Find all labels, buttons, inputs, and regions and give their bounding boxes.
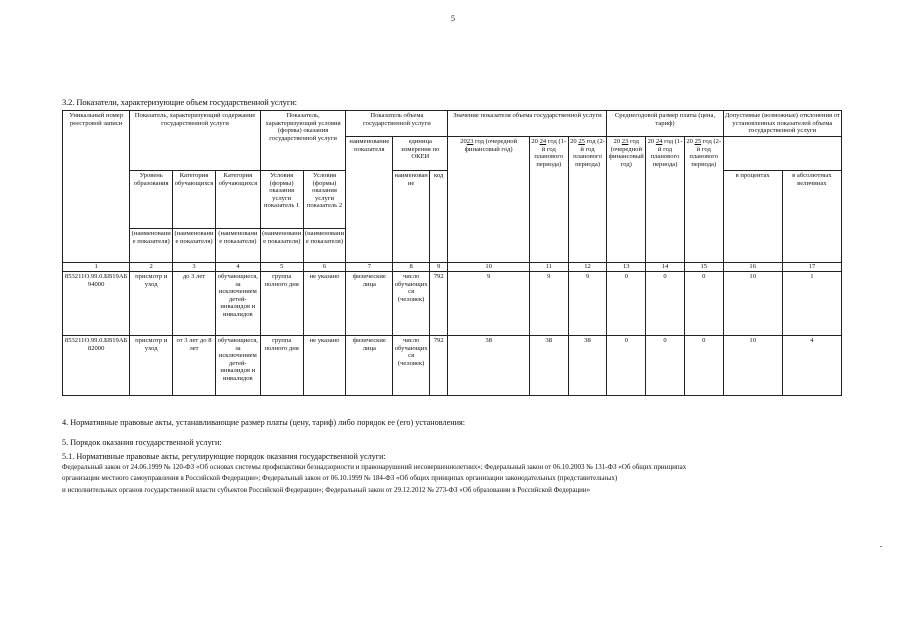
registry-code: 853211О.99.0.БВ19АБ94000 xyxy=(63,272,130,336)
fee-2024: 0 xyxy=(646,336,685,396)
registry-code: 853211О.99.0.БВ19АБ82000 xyxy=(63,336,130,396)
header-indicator-name: наименование показателя xyxy=(346,137,393,263)
header-name-of-indicator: (наименование показателя) xyxy=(215,229,260,263)
header-conditions-2: Условия (формы) оказания услуги показатель 2 xyxy=(303,171,346,229)
section-4-text: 4. Нормативные правовые акты, устанавливающие размер платы (цену, тариф) либо порядок ее (его) установления: xyxy=(62,418,466,427)
volume-indicators-table xyxy=(62,110,842,396)
value-2023: 38 xyxy=(448,336,530,396)
age-category: от 3 лет до 8 лет xyxy=(173,336,216,396)
law-line-3: и исполнительных органов государственной власти субъектов Российской Федерации»; Федеральный закон от 29.12.2012 № 273-ФЗ «Об образовании в Российской Федерации» xyxy=(62,486,591,494)
column-number: 3 xyxy=(173,263,216,272)
header-category-1: Категория обучающихся xyxy=(173,171,216,229)
column-number: 8 xyxy=(393,263,430,272)
table-row xyxy=(63,272,842,336)
scan-mark xyxy=(880,546,882,547)
column-number: 11 xyxy=(529,263,568,272)
value-2024: 38 xyxy=(529,336,568,396)
header-name-of-indicator: (наименование показателя) xyxy=(130,229,173,263)
value-2024: 9 xyxy=(529,272,568,336)
header-fee-2025: 20 25 год (2-й год планового периода) xyxy=(684,137,723,263)
header-unit: единица измерения по ОКЕИ xyxy=(393,137,448,171)
header-avg-fee: Среднегодовой размер платы (цена, тариф) xyxy=(607,111,723,137)
header-year-2023: 2023 год (очередной финансовый год) xyxy=(448,137,530,263)
law-line-2: организации местного самоуправления в Российской Федерации»; Федеральный закон от 06.10.1999 № 184-ФЗ «Об общих принципах организации законодательных (представительных) xyxy=(62,474,618,482)
age-category: до 3 лет xyxy=(173,272,216,336)
fee-2023: 0 xyxy=(607,336,646,396)
header-content-indicator: Показатель, характеризующий содержание государственной услуги xyxy=(130,111,260,171)
header-unit-name: наименование xyxy=(393,171,430,263)
header-name-of-indicator: (наименование показателя) xyxy=(173,229,216,263)
column-number: 13 xyxy=(607,263,646,272)
column-number: 7 xyxy=(346,263,393,272)
header-name-of-indicator: (наименование показателя) xyxy=(303,229,346,263)
section-5-1-text: 5.1. Нормативные правовые акты, регулирующие порядок оказания государственной услуги: xyxy=(62,452,386,461)
column-number: 9 xyxy=(429,263,447,272)
section-3-2-title: 3.2. Показатели, характеризующие объем государственной услуги: xyxy=(62,97,297,107)
header-category-2: Категория обучающихся xyxy=(215,171,260,229)
deviation-percent: 10 xyxy=(723,336,782,396)
deviation-percent: 10 xyxy=(723,272,782,336)
page-number: 5 xyxy=(451,14,455,23)
column-number: 14 xyxy=(646,263,685,272)
service-content: присмотр и уход xyxy=(130,336,173,396)
header-volume-indicator: Показатель объема государственной услуги xyxy=(346,111,448,137)
column-number: 2 xyxy=(130,263,173,272)
deviation-absolute: 4 xyxy=(782,336,841,396)
unit-code: 792 xyxy=(429,272,447,336)
header-fee-2024: 20 24 год (1-й год планового периода) xyxy=(646,137,685,263)
unit-name: число обучающихся (человек) xyxy=(393,272,430,336)
value-2023: 9 xyxy=(448,272,530,336)
deviation-absolute: 1 xyxy=(782,272,841,336)
fee-2024: 0 xyxy=(646,272,685,336)
service-form: группа полного дня xyxy=(260,336,303,396)
law-line-1: Федеральный закон от 24.06.1999 № 120-ФЗ «Об основах системы профилактики безнадзорности и правонарушений несовершеннолетних»; Федеральный закон от 06.10.2003 № 131-ФЗ «Об общих принципах xyxy=(62,463,687,471)
indicator-name: физические лица xyxy=(346,336,393,396)
column-number: 5 xyxy=(260,263,303,272)
indicator-name: физические лица xyxy=(346,272,393,336)
service-condition: не указано xyxy=(303,272,346,336)
fee-2025: 0 xyxy=(684,272,723,336)
header-level-of-education: Уровень образования xyxy=(130,171,173,229)
value-2025: 9 xyxy=(568,272,607,336)
header-in-absolute: в абсолютных величинах xyxy=(782,171,841,263)
student-category: обучающиеся, за исключением детей-инвалидов и инвалидов xyxy=(215,272,260,336)
header-conditions-indicator: Показатель, характеризующий условия (формы) оказания государственной услуги xyxy=(260,111,346,171)
header-conditions-1: Условия (формы) оказания услуги показатель 1 xyxy=(260,171,303,229)
unit-code: 792 xyxy=(429,336,447,396)
student-category: обучающиеся, за исключением детей-инвалидов и инвалидов xyxy=(215,336,260,396)
header-deviations: Допустимые (возможные) отклонения от установленных показателей объема государственной услуги xyxy=(723,111,841,137)
service-form: группа полного дня xyxy=(260,272,303,336)
service-content: присмотр и уход xyxy=(130,272,173,336)
column-number: 12 xyxy=(568,263,607,272)
section-5-text: 5. Порядок оказания государственной услуги: xyxy=(62,438,222,447)
unit-name: число обучающихся (человек) xyxy=(393,336,430,396)
service-condition: не указано xyxy=(303,336,346,396)
header-in-percent: в процентах xyxy=(723,171,782,263)
column-number: 6 xyxy=(303,263,346,272)
header-year-2024: 20 24 год (1-й год планового периода) xyxy=(529,137,568,263)
header-name-of-indicator: (наименование показателя) xyxy=(260,229,303,263)
column-number: 1 xyxy=(63,263,130,272)
table-row xyxy=(63,336,842,396)
header-fee-2023: 20 23 год (очередной финансовый год) xyxy=(607,137,646,263)
column-number: 10 xyxy=(448,263,530,272)
header-unit-code: код xyxy=(429,171,447,263)
value-2025: 38 xyxy=(568,336,607,396)
header-unique-number: Уникальный номер реестровой записи xyxy=(63,111,130,263)
fee-2025: 0 xyxy=(684,336,723,396)
header-volume-value: Значение показателя объема государственной услуги xyxy=(448,111,607,137)
header-year-2025: 20 25 год (2-й год планового периода) xyxy=(568,137,607,263)
column-number: 17 xyxy=(782,263,841,272)
fee-2023: 0 xyxy=(607,272,646,336)
column-number: 4 xyxy=(215,263,260,272)
column-number: 15 xyxy=(684,263,723,272)
column-numbers-row xyxy=(63,263,842,272)
column-number: 16 xyxy=(723,263,782,272)
